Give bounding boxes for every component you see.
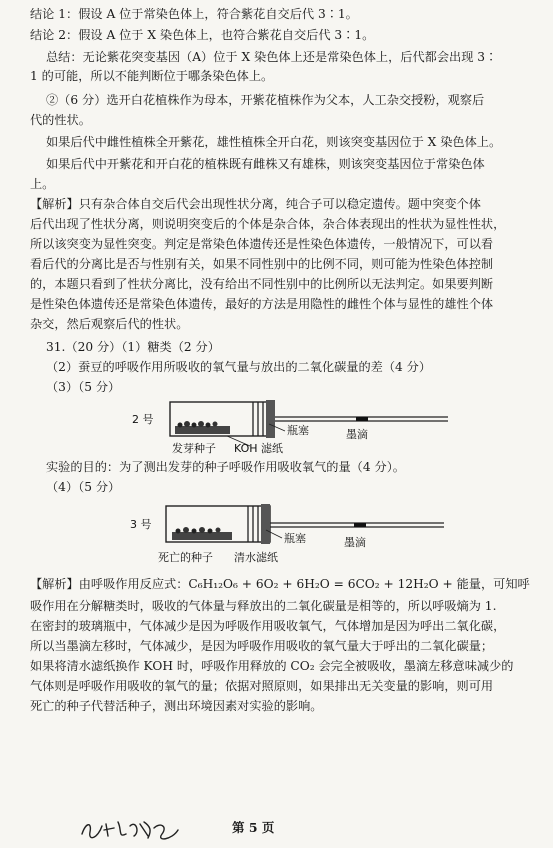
experiment-purpose: 实验的目的：为了测出发芽的种子呼吸作用吸收氧气的量（4 分）。 — [46, 460, 405, 474]
ink-label-3: 墨滴 — [344, 536, 366, 549]
analysis-1-line-6: 是性染色体遗传还是常染色体遗传，最好的方法是用隐性的雌性个体与显性的雄性个体 — [30, 297, 494, 311]
ink-label-2: 墨滴 — [346, 428, 368, 441]
analysis-1-line-4: 看后代的分离比是否与性别有关，如果不同性别中的比例不同，则可能为性染色体控制 — [30, 257, 494, 271]
analysis-2-line-3: 在密封的玻璃瓶中，气体减少是因为呼吸作用吸收氧气，气体增加是因为呼出二氧化碳， — [30, 619, 506, 633]
part2-line-2: 代的性状。 — [30, 113, 91, 127]
analysis-2-line-6: 气体则是呼吸作用吸收的氧气的量；依据对照原则，如果排出无关变量的影响，则可用 — [30, 679, 494, 693]
analysis-1-line-5: 的，本题只看到了性状分离比，没有给出不同性别中的比例所以无法判定。如果要判断 — [30, 277, 494, 291]
analysis-2-line-1: 【解析】由呼吸作用反应式：C₆H₁₂O₆ + 6O₂ + 6H₂O = 6CO₂ + 12H₂O + 能量，可知呼 — [30, 577, 530, 591]
analysis-1-line-1: 【解析】只有杂合体自交后代会出现性状分离，纯合子可以稳定遗传。题中突变个体 — [30, 197, 481, 211]
page-number: 第 5 页 — [232, 820, 275, 835]
part2-line-1: ②（6 分）选开白花植株作为母本，开紫花植株作为父本，人工杂交授粉，观察后 — [46, 93, 485, 107]
summary-line-1: 总结：无论紫花突变基因（A）位于 X 染色体上还是常染色体上，后代都会出现 3∶ — [46, 50, 498, 64]
analysis-2-line-5: 如果将清水滤纸换作 KOH 时，呼吸作用释放的 CO₂ 会完全被吸收，墨滴左移意味减少的 — [30, 659, 514, 673]
handwritten-signature — [78, 816, 188, 842]
analysis-2-line-4: 所以当墨滴左移时，气体减少，是因为呼吸作用吸收的氧气量大于呼出的二氧化碳量； — [30, 639, 494, 653]
stopper-label-2: 瓶塞 — [287, 424, 309, 437]
analysis-1-line-2: 后代出现了性状分离，则说明突变后的个体是杂合体，杂合体表现出的性状为显性性状， — [30, 217, 506, 231]
apparatus-3-figure — [0, 500, 553, 566]
conclusion-2: 结论 2：假设 A 位于 X 染色体上，也符合紫花自交后代 3∶1。 — [30, 28, 375, 42]
summary-line-2: 1 的可能，所以不能判断位于哪条染色体上。 — [30, 69, 274, 83]
q31-line-3: （3）（5 分） — [46, 380, 121, 394]
result-2-line-1: 如果后代中开紫花和开白花的植株既有雌株又有雄株，则该突变基因位于常染色体 — [46, 157, 485, 171]
analysis-2-line-2: 吸作用在分解糖类时，吸收的气体量与释放出的二氧化碳量是相等的，所以呼吸熵为 1. — [30, 599, 497, 613]
figure-3-label: 3 号 — [130, 518, 152, 531]
q31-line-4: （4）（5 分） — [46, 480, 121, 494]
q31-line-2: （2）蚕豆的呼吸作用所吸收的氧气量与放出的二氧化碳量的差（4 分） — [46, 360, 432, 374]
conclusion-1: 结论 1：假设 A 位于常染色体上，符合紫花自交后代 3∶1。 — [30, 7, 358, 21]
result-1: 如果后代中雌性植株全开紫花，雄性植株全开白花，则该突变基因位于 X 染色体上。 — [46, 135, 502, 149]
q31-line-1: 31.（20 分）（1）糖类（2 分） — [46, 340, 220, 354]
analysis-1-line-7: 杂交，然后观察后代的性状。 — [30, 317, 189, 331]
result-2-line-2: 上。 — [30, 177, 55, 191]
figure-2-label: 2 号 — [132, 413, 154, 426]
apparatus-2-figure — [0, 396, 553, 458]
analysis-1-line-3: 所以该突变为显性突变。判定是常染色体遗传还是性染色体遗传，一般情况下，可以看 — [30, 237, 494, 251]
stopper-label-3: 瓶塞 — [284, 532, 306, 545]
seed-label-2: 发芽种子 — [172, 442, 216, 455]
seed-label-3: 死亡的种子 — [158, 551, 213, 564]
filter-label-2: KOH 滤纸 — [234, 442, 284, 455]
filter-label-3: 清水滤纸 — [234, 551, 278, 564]
analysis-2-line-7: 死亡的种子代替活种子，测出环境因素对实验的影响。 — [30, 699, 323, 713]
